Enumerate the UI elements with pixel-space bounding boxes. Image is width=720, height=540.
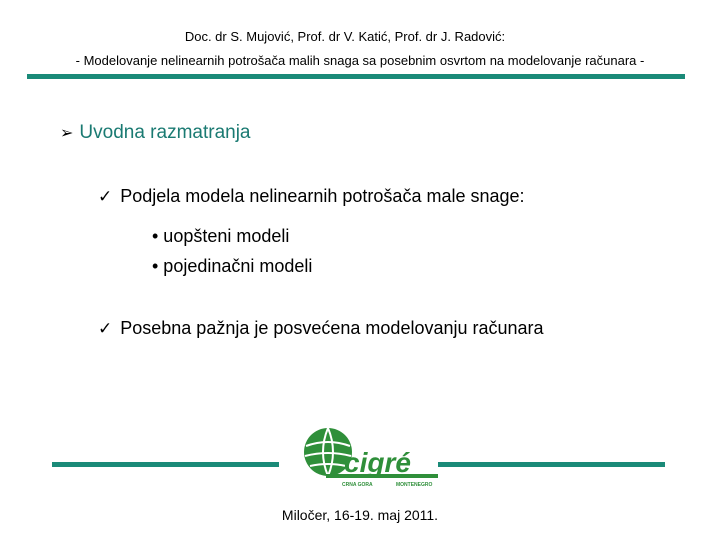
authors-line: Doc. dr S. Mujović, Prof. dr V. Katić, Prof. dr J. Radović: <box>184 29 506 44</box>
point-text: Podjela modela nelinearnih potrošača male snage: <box>120 186 525 206</box>
footer-divider-right <box>438 462 665 467</box>
section-title: Uvodna razmatranja <box>79 122 251 143</box>
point-text: Posebna pažnja je posvećena modelovanju računara <box>120 318 544 338</box>
sub-bullet-item: • uopšteni modeli <box>152 226 290 246</box>
point-item <box>98 318 544 339</box>
arrow-right-icon: ➢ <box>60 125 74 142</box>
logo-caption-right: MONTENEGRO <box>396 482 433 488</box>
header-divider <box>27 74 685 79</box>
presentation-subtitle: - Modelovanje nelinearnih potrošača malih snaga sa posebnim osvrtom na modelovanje računara - <box>75 53 645 68</box>
checkmark-icon: ✓ <box>98 318 113 338</box>
footer-divider-left <box>52 462 279 467</box>
checkmark-icon: ✓ <box>98 186 113 206</box>
section-heading <box>60 122 251 144</box>
cigre-logo <box>300 422 440 494</box>
footer-location-date: Miločer, 16-19. maj 2011. <box>281 507 439 523</box>
point-item <box>98 186 525 207</box>
logo-text: cigré <box>344 447 411 478</box>
sub-bullet-item: • pojedinačni modeli <box>152 256 313 276</box>
logo-caption-left: CRNA GORA <box>342 482 373 488</box>
